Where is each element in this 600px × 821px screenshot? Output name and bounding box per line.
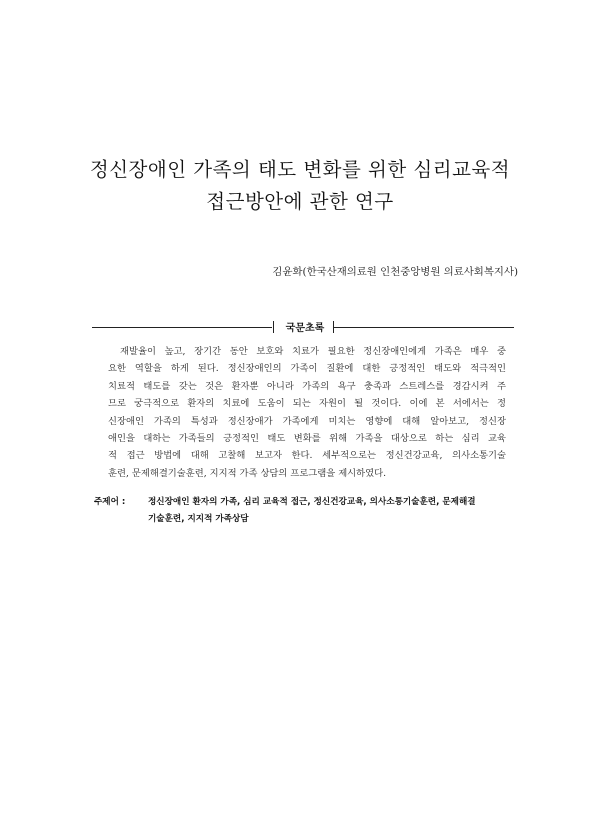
keywords-text-line-2: 기술훈련, 지지적 가족상담 [148, 514, 249, 524]
section-divider-left [92, 327, 272, 328]
abstract-line: 재발율이 높고, 장기간 동안 보호와 치료가 필요한 정신장애인에게 가족은 매우 중 [120, 346, 506, 357]
keywords-row-2 [94, 511, 524, 528]
abstract-line: 므로 궁극적으로 환자의 치료에 도움이 되는 자원이 될 것이다. 이에 본 서에서는 정 [108, 398, 506, 410]
abstract-line: 요한 역할을 하게 된다. 정신장애인의 가족이 질환에 대한 긍정적인 태도와 적극적인 [108, 363, 506, 375]
abstract-line: 애인을 대하는 가족들의 긍정적인 태도 변화를 위해 가족을 대상으로 하는 심리 교육 [108, 433, 506, 445]
keywords-block [94, 494, 524, 528]
paper-title-line-2: 접근방안에 관한 연구 [206, 190, 394, 213]
section-divider-tick-left [273, 321, 274, 333]
section-divider-right [334, 327, 514, 328]
abstract-body [108, 343, 506, 482]
paper-title-line-1: 정신장애인 가족의 태도 변화를 위한 심리교육적 [89, 158, 511, 181]
abstract-line: 치료적 태도를 갖는 것은 환자뿐 아니라 가족의 욕구 충족과 스트레스를 경감시켜 주 [108, 380, 506, 392]
keywords-row-1 [94, 494, 524, 511]
abstract-line: 적 접근 방법에 대해 고찰해 보고자 한다. 세부적으로는 정신건강교육, 의사소통기술 [108, 450, 506, 462]
keywords-text-line-1: 정신장애인 환자의 가족, 심리 교육적 접근, 정신건강교육, 의사소통기술훈련, 문제해결 [148, 497, 476, 507]
abstract-line: 훈련, 문제해결기술훈련, 지지적 가족 상담의 프로그램을 제시하였다. [108, 467, 387, 479]
keywords-label: 주제어 : [94, 497, 126, 507]
abstract-heading: 국문초록 [285, 323, 325, 334]
abstract-line: 신장애인 가족의 특성과 정신장애가 가족에게 미치는 영향에 대해 알아보고, 정신장 [108, 415, 506, 427]
author-affiliation: 김윤화(한국산재의료원 인천중앙병원 의료사회복지사) [272, 266, 518, 278]
